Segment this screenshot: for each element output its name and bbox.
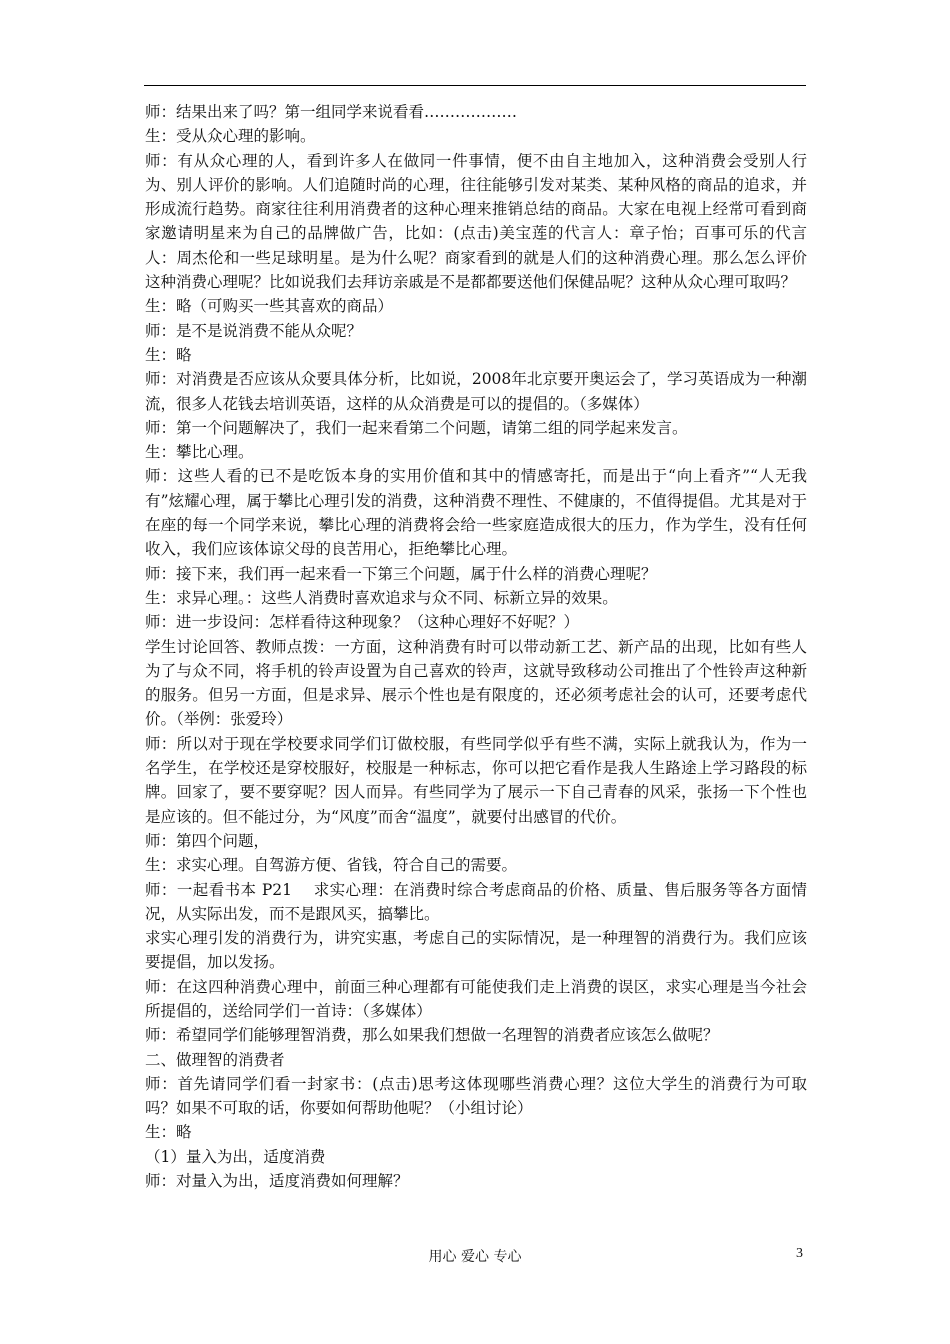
paragraph: 师：这些人看的已不是吃饭本身的实用价值和其中的情感寄托，而是出于“向上看齐”“人无我有”炫耀心理，属于攀比心理引发的消费，这种消费不理性、不健康的，不值得提倡。尤其是对于在座的每一个同学来说，攀比心理的消费将会给一些家庭造成很大的压力，作为学生，没有任何收入，我们应该体谅父母的良苦用心，拒绝攀比心理。 [145, 467, 807, 559]
paragraph: 生：略 [145, 1123, 192, 1142]
paragraph: 师：进一步设问：怎样看待这种现象？（这种心理好不好呢？） [145, 613, 580, 632]
paragraph: 生：攀比心理。 [145, 443, 254, 462]
paragraph: 师：在这四种消费心理中，前面三种心理都有可能使我们走上消费的误区，求实心理是当今社会所提倡的，送给同学们一首诗：（多媒体） [145, 977, 807, 1020]
paragraph: 师：有从众心理的人，看到许多人在做同一件事情，便不由自主地加入，这种消费会受别人行为、别人评价的影响。人们追随时尚的心理，往往能够引发对某类、某种风格的商品的追求，并形成流行趋势。商家往往利用消费者的这种心理来推销总结的商品。大家在电视上经常可看到商家邀请明星来为自己的品牌做广告，比如：(点击)美宝莲的代言人：章子怡；百事可乐的代言人：周杰伦和一些足球明星。是为什么呢？商家看到的就是人们的这种消费心理。那么怎么评价这种消费心理呢？比如说我们去拜访亲戚是不是都都要送他们保健品呢？这种从众心理可取吗？ [145, 151, 807, 292]
paragraph: 生：受从众心理的影响。 [145, 127, 316, 146]
paragraph: 师：一起看书本 P21 求实心理：在消费时综合考虑商品的价格、质量、售后服务等各方面情况，从实际出发，而不是跟风买，搞攀比。 [145, 880, 807, 923]
paragraph: 师：接下来，我们再一起来看一下第三个问题，属于什么样的消费心理呢？ [145, 564, 657, 583]
paragraph: 师：是不是说消费不能从众呢？ [145, 321, 363, 340]
paragraph: 师：希望同学们能够理智消费，那么如果我们想做一名理智的消费者应该怎么做呢？ [145, 1026, 719, 1045]
paragraph: 生：求异心理。：这些人消费时喜欢追求与众不同、标新立异的效果。 [145, 588, 618, 607]
paragraph: 生：求实心理。自驾游方便、省钱，符合自己的需要。 [145, 856, 518, 875]
section-heading: 二、做理智的消费者 [145, 1050, 285, 1069]
footer-motto: 用心 爱心 专心 [428, 1249, 522, 1265]
paragraph: 师：第四个问题， [145, 831, 270, 850]
paragraph: 求实心理引发的消费行为，讲究实惠，考虑自己的实际情况，是一种理智的消费行为。我们应该要提倡，加以发扬。 [145, 929, 807, 972]
paragraph: 师：对消费是否应该从众要具体分析，比如说，2008年北京要开奥运会了，学习英语成为一种潮流，很多人花钱去培训英语，这样的从众消费是可以的提倡的。（多媒体） [145, 370, 807, 413]
paragraph: 师：首先请同学们看一封家书：(点击)思考这体现哪些消费心理？这位大学生的消费行为可取吗？如果不可取的话，你要如何帮助他呢？（小组讨论） [145, 1074, 807, 1118]
header-rule [144, 85, 806, 86]
paragraph: 师：所以对于现在学校要求同学们订做校服，有些同学似乎有些不满，实际上就我认为，作为一名学生，在学校还是穿校服好，校服是一种标志，你可以把它看作是我人生路途上学习路段的标牌。回家了，要不要穿呢？因人而异。有些同学为了展示一下自己青春的风采，张扬一下个性也是应该的。但不能过分，为“风度”而舍“温度”，就要付出感冒的代价。 [145, 734, 807, 826]
subsection-heading: （1）量入为出，适度消费 [145, 1147, 326, 1166]
paragraph: 师：对量入为出，适度消费如何理解？ [145, 1172, 409, 1191]
paragraph: 学生讨论回答、教师点拨：一方面，这种消费有时可以带动新工艺、新产品的出现，比如有些人为了与众不同，将手机的铃声设置为自己喜欢的铃声，这就导致移动公司推出了个性铃声这种新的服务。但另一方面，但是求异、展示个性也是有限度的，还必须考虑社会的认可，还要考虑代价。（举例：张爱玲） [145, 637, 807, 729]
paragraph: 师：结果出来了吗？第一组同学来说看看……………… [145, 103, 518, 121]
paragraph: 师：第一个问题解决了，我们一起来看第二个问题，请第二组的同学起来发言。 [145, 418, 688, 437]
page-number: 3 [796, 1246, 803, 1261]
paragraph: 生：略（可购买一些其喜欢的商品） [145, 297, 394, 316]
body-text [145, 100, 807, 1193]
paragraph: 生：略 [145, 345, 192, 364]
